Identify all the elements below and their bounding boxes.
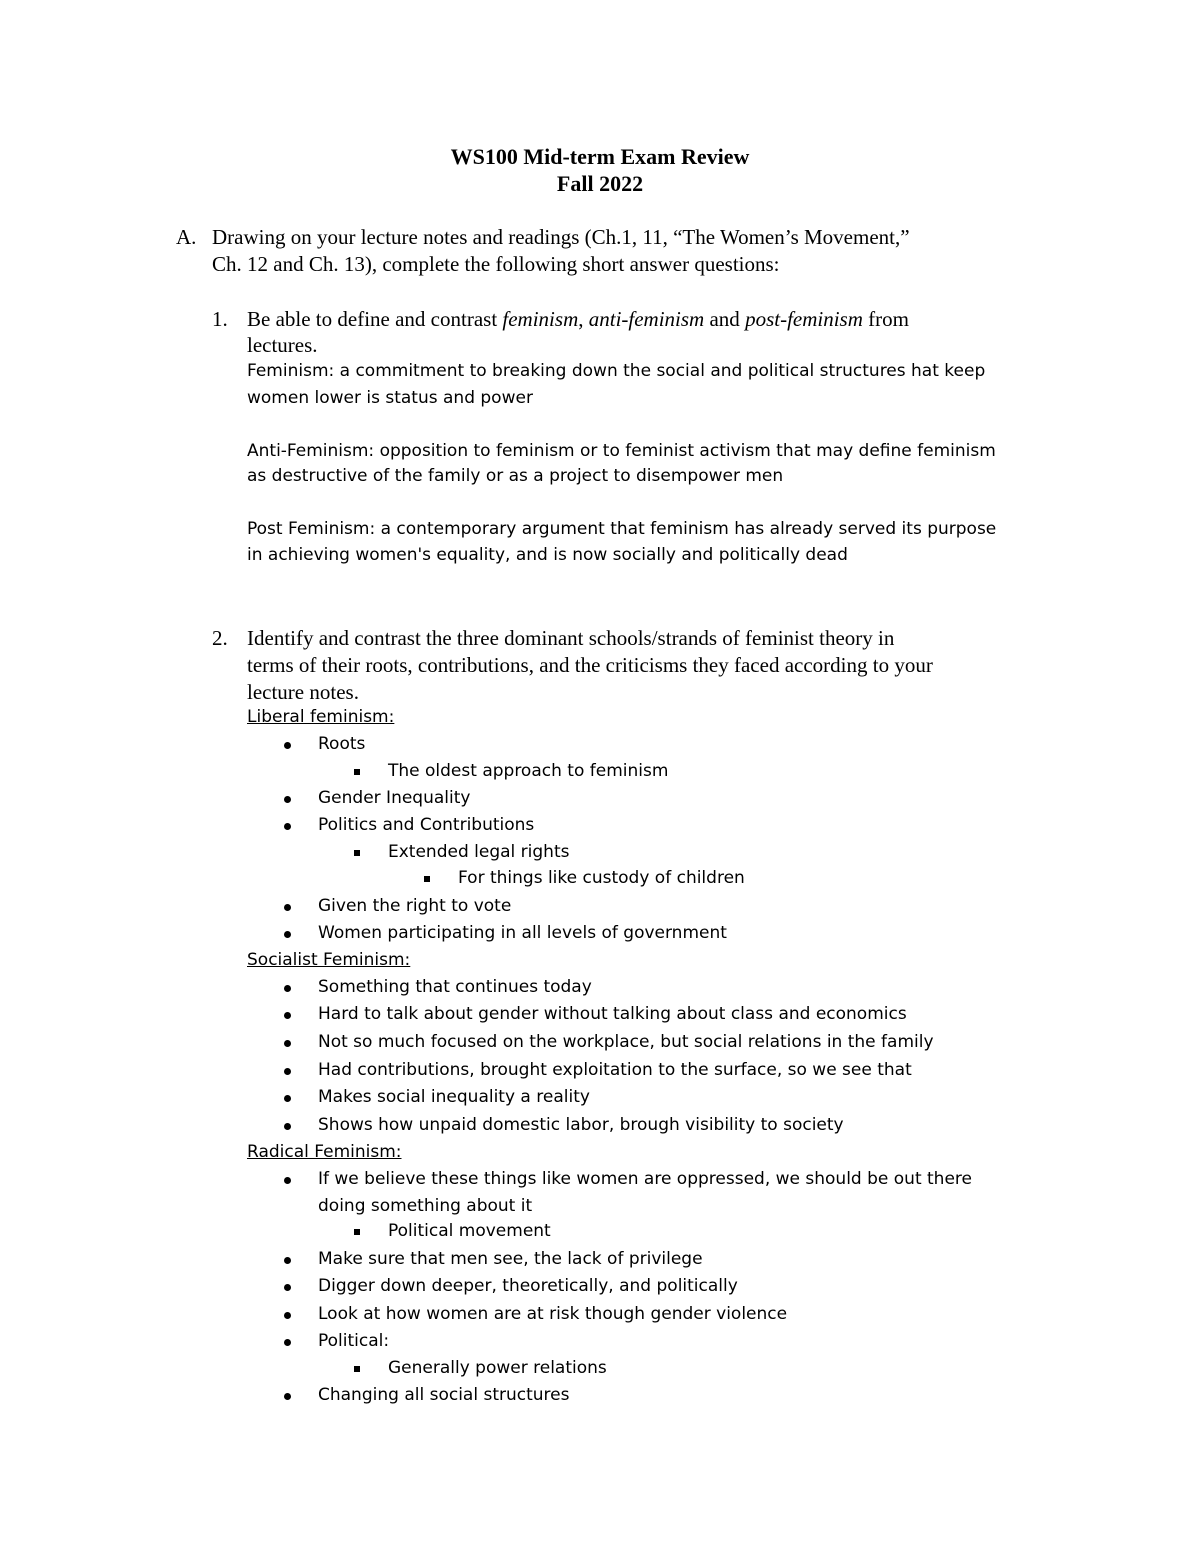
question-2-line-3: lecture notes. <box>247 680 359 704</box>
list-item: The oldest approach to feminism <box>388 761 669 781</box>
bullet-icon <box>284 1312 291 1319</box>
list-item: Extended legal rights <box>388 842 570 862</box>
list-item: Given the right to vote <box>318 896 512 916</box>
answer-feminism-line-2: women lower is status and power <box>247 388 533 408</box>
square-bullet-icon <box>354 1229 360 1235</box>
list-item: Hard to talk about gender without talking about class and economics <box>318 1004 907 1024</box>
section-a-line-1: Drawing on your lecture notes and readings (Ch.1, 11, “The Women’s Movement,” <box>212 225 910 249</box>
list-item: Women participating in all levels of government <box>318 923 727 943</box>
square-bullet-icon <box>354 850 360 856</box>
list-item: For things like custody of children <box>458 868 745 888</box>
bullet-icon <box>284 931 291 938</box>
list-item: Gender Inequality <box>318 788 471 808</box>
square-bullet-icon <box>354 1366 360 1372</box>
list-item: Make sure that men see, the lack of privilege <box>318 1249 703 1269</box>
liberal-feminism-heading: Liberal feminism: <box>247 707 395 727</box>
list-item: Digger down deeper, theoretically, and politically <box>318 1276 738 1296</box>
list-item: Political movement <box>388 1221 551 1241</box>
list-item: If we believe these things like women are oppressed, we should be out there <box>318 1169 972 1189</box>
bullet-icon <box>284 904 291 911</box>
bullet-icon <box>284 796 291 803</box>
bullet-icon <box>284 1040 291 1047</box>
bullet-icon <box>284 985 291 992</box>
answer-post-feminism-line-1: Post Feminism: a contemporary argument that feminism has already served its purpose <box>247 519 997 539</box>
question-1-line-2: lectures. <box>247 333 318 357</box>
question-1-number: 1. <box>212 307 228 331</box>
bullet-icon <box>284 1095 291 1102</box>
question-1-line-1: Be able to define and contrast feminism, anti-feminism and post-feminism from <box>247 307 909 331</box>
bullet-icon <box>284 1177 291 1184</box>
section-a-marker: A. <box>176 225 197 249</box>
bullet-icon <box>284 1257 291 1264</box>
question-2-line-1: Identify and contrast the three dominant schools/strands of feminist theory in <box>247 626 895 650</box>
radical-feminism-heading: Radical Feminism: <box>247 1142 402 1162</box>
section-a-line-2: Ch. 12 and Ch. 13), complete the following short answer questions: <box>212 252 780 276</box>
bullet-icon <box>284 1123 291 1130</box>
list-item: Not so much focused on the workplace, but social relations in the family <box>318 1032 934 1052</box>
square-bullet-icon <box>424 876 430 882</box>
list-item: Makes social inequality a reality <box>318 1087 590 1107</box>
bullet-icon <box>284 1339 291 1346</box>
question-2-number: 2. <box>212 626 228 650</box>
answer-post-feminism-line-2: in achieving women's equality, and is now socially and politically dead <box>247 545 848 565</box>
list-item: Roots <box>318 734 366 754</box>
list-item: Political: <box>318 1331 390 1351</box>
list-item: Changing all social structures <box>318 1385 570 1405</box>
document-title: WS100 Mid-term Exam Review <box>450 144 750 169</box>
list-item-continuation: doing something about it <box>318 1196 533 1216</box>
list-item: Shows how unpaid domestic labor, brough visibility to society <box>318 1115 844 1135</box>
answer-anti-feminism-line-1: Anti-Feminism: opposition to feminism or to feminist activism that may define feminism <box>247 441 996 461</box>
bullet-icon <box>284 1012 291 1019</box>
list-item: Something that continues today <box>318 977 592 997</box>
bullet-icon <box>284 742 291 749</box>
socialist-feminism-heading: Socialist Feminism: <box>247 950 411 970</box>
list-item: Look at how women are at risk though gender violence <box>318 1304 788 1324</box>
square-bullet-icon <box>354 769 360 775</box>
question-2-line-2: terms of their roots, contributions, and the criticisms they faced according to your <box>247 653 933 677</box>
answer-anti-feminism-line-2: as destructive of the family or as a project to disempower men <box>247 466 784 486</box>
list-item: Had contributions, brought exploitation to the surface, so we see that <box>318 1060 912 1080</box>
document-subtitle: Fall 2022 <box>556 171 644 196</box>
bullet-icon <box>284 1068 291 1075</box>
bullet-icon <box>284 1284 291 1291</box>
answer-feminism-line-1: Feminism: a commitment to breaking down the social and political structures hat keep <box>247 361 986 381</box>
bullet-icon <box>284 1393 291 1400</box>
list-item: Generally power relations <box>388 1358 607 1378</box>
bullet-icon <box>284 823 291 830</box>
list-item: Politics and Contributions <box>318 815 535 835</box>
